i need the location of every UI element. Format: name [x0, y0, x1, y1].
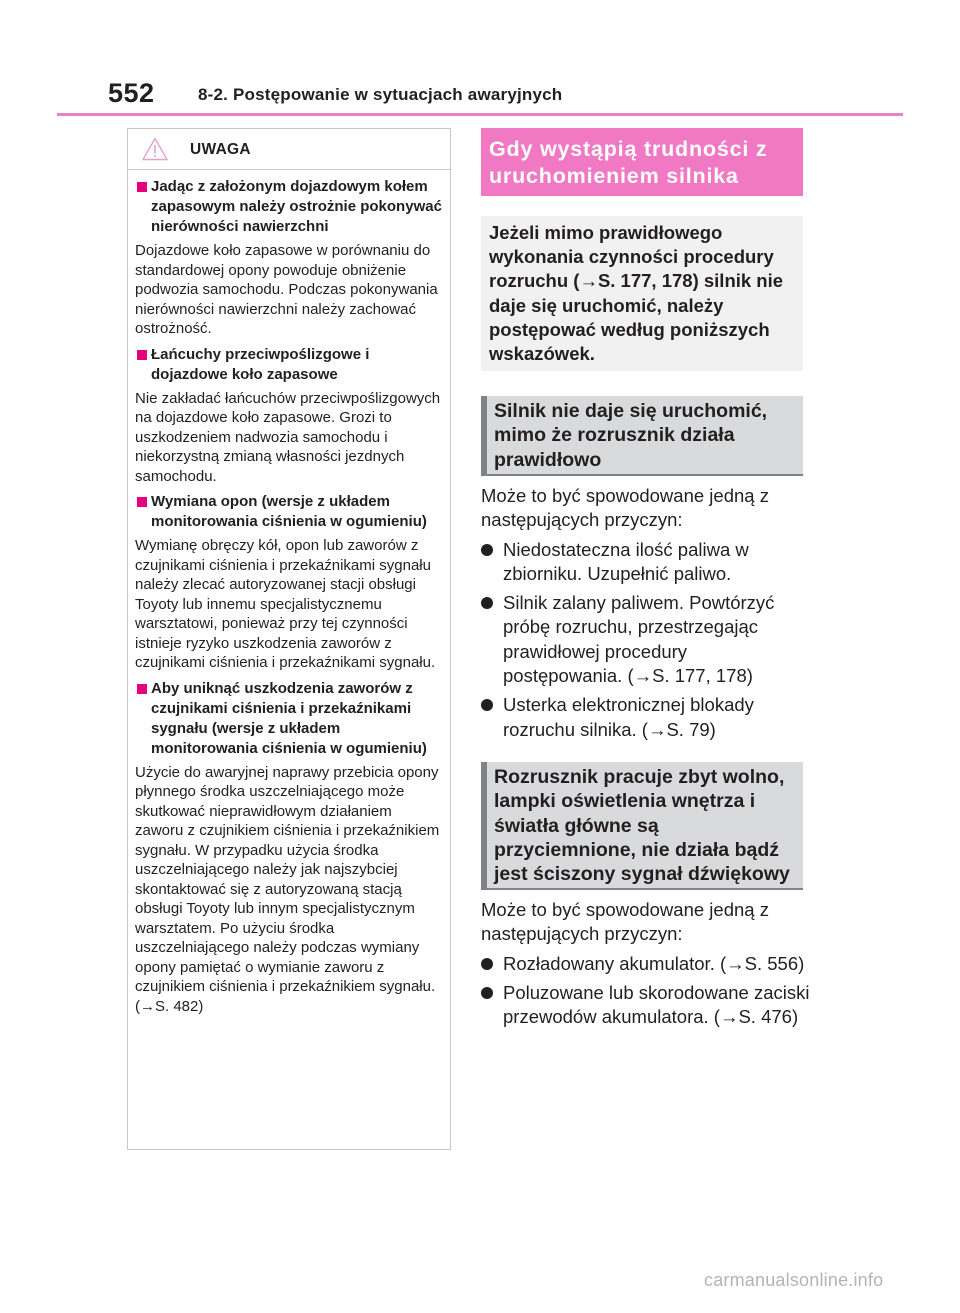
warning-section-text: Wymianę obręczy kół, opon lub zaworów z czujnikami ciśnienia i przekaźnikami sygnału należy zlecać autoryzowanej stacji obsługi Toyoty lub innemu specjalistycznemu warsztatowi, ponieważ przy tej czynności istnieje ryzyko uszkodzenia zaworów z czujnikami ciśnienia i przekaźnikami sygnału.	[135, 537, 436, 671]
warning-section-heading: Aby uniknąć uszkodzenia zaworów z czujnikami ciśnienia i przekaźnikami sygnału (wersje z układem monitorowania ciśnienia w ogumieniu)	[135, 679, 444, 759]
warning-section-text: Nie zakładać łańcuchów przeciwpoślizgowych na dojazdowe koło zapasowe. Grozi to uszkodzeniem nadwozia samochodu i niekorzystną zmianą własności jezdnych samochodu.	[135, 389, 441, 485]
lead-paragraph: Może to być spowodowane jedną z następujących przyczyn:	[481, 899, 769, 945]
sub-heading-engine-not-starting: Silnik nie daje się uruchomić, mimo że rozrusznik działa prawidłowo	[481, 396, 803, 476]
chapter-title: 8-2. Postępowanie w sytuacjach awaryjnych	[198, 85, 563, 104]
section-banner: Gdy wystąpią trudności z uruchomieniem silnika	[481, 128, 803, 196]
bullet-dot-icon	[481, 544, 493, 556]
warning-body	[128, 170, 450, 1016]
watermark: carmanualsonline.info	[704, 1270, 884, 1290]
pink-square-icon	[137, 497, 147, 507]
warning-section	[135, 492, 444, 673]
pink-square-icon	[137, 684, 147, 694]
body-block	[481, 484, 811, 747]
body-block	[481, 898, 811, 1034]
warning-section-text: Dojazdowe koło zapasowe w porównaniu do standardowej opony powoduje obniżenie podwozia samochodu. Podczas pokonywania nierówności nawierzchni należy zachować ostrożność.	[135, 242, 438, 337]
sub-heading-starter-slow: Rozrusznik pracuje zbyt wolno, lampki oświetlenia wnętrza i światła główne są przyciemnione, nie działa bądź jest ściszony sygnał dźwiękowy	[481, 762, 803, 890]
list-item: Silnik zalany paliwem. Powtórzyć próbę rozruchu, przestrzegając prawidłowej procedury postępowania. (→S. 177, 178)	[481, 591, 811, 688]
bullet-dot-icon	[481, 958, 493, 970]
pink-square-icon	[137, 350, 147, 360]
warning-triangle-icon	[142, 137, 168, 161]
warning-section	[135, 679, 444, 1017]
warning-header	[128, 129, 450, 170]
page-number: 552	[108, 78, 155, 108]
pink-square-icon	[137, 182, 147, 192]
warning-section-heading: Wymiana opon (wersje z układem monitorowania ciśnienia w ogumieniu)	[135, 492, 444, 532]
warning-section-heading: Jadąc z założonym dojazdowym kołem zapasowym należy ostrożnie pokonywać nierówności nawierzchni	[135, 177, 444, 237]
bullet-dot-icon	[481, 699, 493, 711]
warning-box	[127, 128, 451, 1150]
list-item: Usterka elektronicznej blokady rozruchu silnika. (→S. 79)	[481, 693, 811, 742]
lead-paragraph: Może to być spowodowane jedną z następujących przyczyn:	[481, 485, 769, 531]
bullet-dot-icon	[481, 597, 493, 609]
warning-section	[135, 177, 444, 339]
list-item: Niedostateczna ilość paliwa w zbiorniku. Uzupełnić paliwo.	[481, 538, 811, 587]
warning-section-heading: Łańcuchy przeciwpoślizgowe i dojazdowe koło zapasowe	[135, 345, 444, 385]
header-rule	[57, 113, 903, 116]
warning-title: UWAGA	[190, 141, 251, 158]
warning-section	[135, 345, 444, 487]
list-item: Rozładowany akumulator. (→S. 556)	[481, 952, 811, 976]
list-item: Poluzowane lub skorodowane zaciski przewodów akumulatora. (→S. 476)	[481, 981, 811, 1030]
warning-section-text: Użycie do awaryjnej naprawy przebicia opony płynnego środka uszczelniającego może skutkować nieprawidłowym działaniem zaworu z czujnikiem ciśnienia i przekaźnikiem sygnału. W przypadku użycia środka uszczelniającego należy jak najszybciej skontaktować się z autoryzowaną stacją obsługi Toyoty lub innym specjalistycznym warsztatem. Po użyciu środka uszczelniającego należy podczas wymiany opony pamiętać o wymianie zaworu z czujnikiem ciśnienia i przekaźnikiem sygnału. (→S. 482)	[135, 763, 440, 1015]
bullet-dot-icon	[481, 987, 493, 999]
intro-box: Jeżeli mimo prawidłowego wykonania czynności procedury rozruchu (→S. 177, 178) silnik nie daje się uruchomić, należy postępować według poniższych wskazówek.	[481, 216, 803, 371]
